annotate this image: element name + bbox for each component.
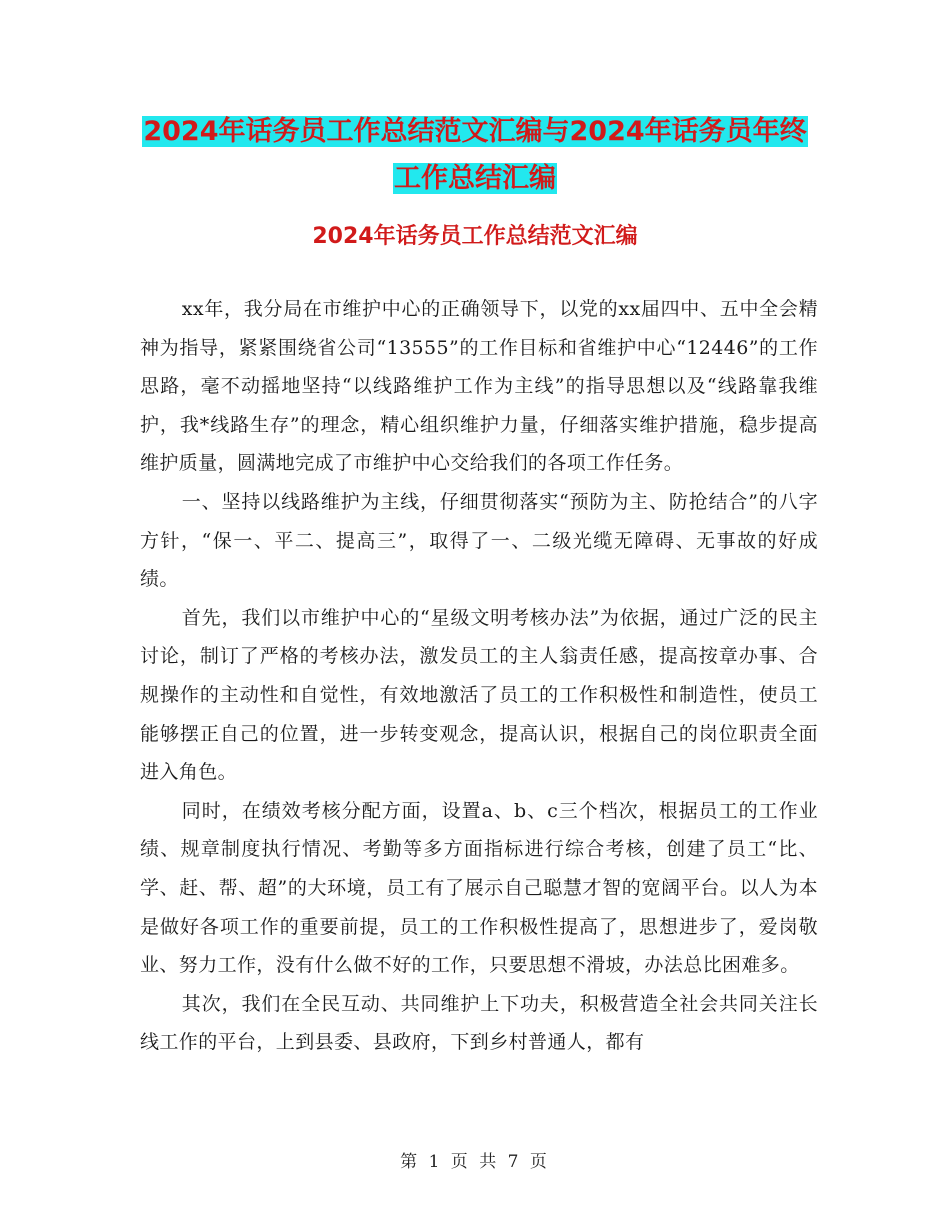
section-title: 2024年话务员工作总结范文汇编	[312, 224, 638, 249]
paragraph-3: 首先，我们以市维护中心的“星级文明考核办法”为依据，通过广泛的民主讨论，制订了严格的考核办法，激发员工的主人翁责任感，提高按章办事、合规操作的主动性和自觉性，有效地激活了员工的工作积极性和制造性，使员工能够摆正自己的位置，进一步转变观念，提高认识，根据自己的岗位职责全面进入角色。	[140, 606, 818, 784]
document-body	[140, 290, 818, 1062]
paragraph-5: 其次，我们在全民互动、共同维护上下功夫，积极营造全社会共同关注长线工作的平台，上到县委、县政府，下到乡村普通人，都有	[140, 992, 818, 1054]
paragraph-4: 同时，在绩效考核分配方面，设置a、b、c三个档次，根据员工的工作业绩、规章制度执行情况、考勤等多方面指标进行综合考核，创建了员工“比、学、赶、帮、超”的大环境，员工有了展示自己聪慧才智的宽阔平台。以人为本是做好各项工作的重要前提，员工的工作积极性提高了，思想进步了，爱岗敬业、努力工作，没有什么做不好的工作，只要思想不滑坡，办法总比困难多。	[140, 799, 818, 977]
document-title	[0, 108, 950, 202]
paragraph-1: xx年，我分局在市维护中心的正确领导下，以党的xx届四中、五中全会精神为指导，紧紧围绕省公司“13555”的工作目标和省维护中心“12446”的工作思路，毫不动摇地坚持“以线路维护工作为主线”的指导思想以及“线路靠我维护，我*线路生存”的理念，精心组织维护力量，仔细落实维护措施，稳步提高维护质量，圆满地完成了市维护中心交给我们的各项工作任务。	[140, 298, 818, 475]
document-title-line-2: 工作总结汇编	[394, 163, 556, 194]
paragraph-2: 一、坚持以线路维护为主线，仔细贯彻落实“预防为主、防抢结合”的八字方针，“保一、平二、提高三”，取得了一、二级光缆无障碍、无事故的好成绩。	[140, 490, 818, 591]
document-title-line-1: 2024年话务员工作总结范文汇编与2024年话务员年终	[143, 116, 807, 147]
page-number-footer: 第 1 页 共 7 页	[400, 1152, 550, 1172]
